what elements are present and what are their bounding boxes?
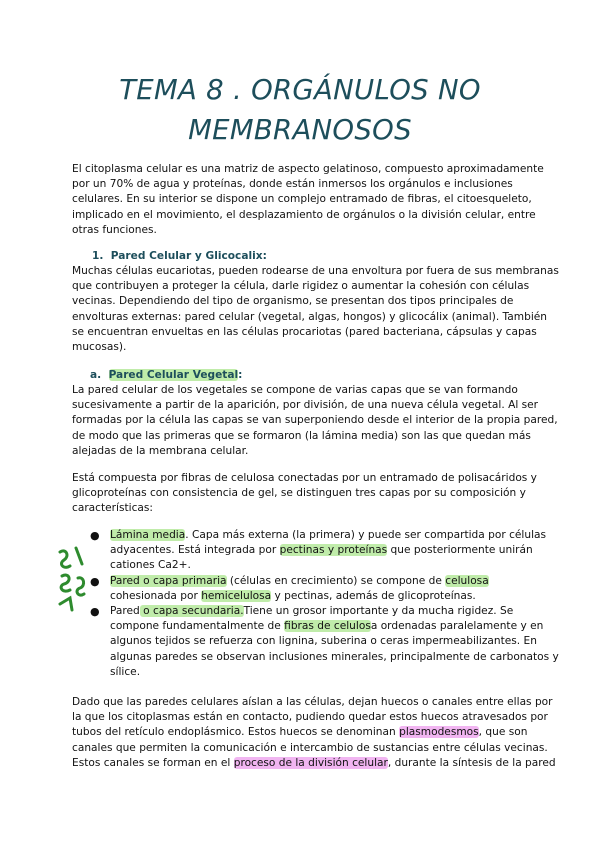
title-line-1: TEMA 8 . ORGÁNULOS NO xyxy=(119,74,481,106)
composition-line: Está compuesta por fibras de celulosa conectadas por un entramado de polisacáridos y xyxy=(72,472,537,484)
text-run: tubos del retículo endoplásmico. Estos huecos se denominan xyxy=(72,726,400,739)
subsection-a-title: Pared Celular Vegetal xyxy=(108,369,239,381)
subsection-a-letter: a. xyxy=(90,369,102,381)
section-1-line: se encuentran envueltas en las células procariotas (pared bacteriana, cápsulas y capas xyxy=(72,325,537,338)
subsection-a-line: La pared celular de los vegetales se compone de varias capas que se van formando xyxy=(72,384,518,396)
highlight: proceso de la división celular xyxy=(233,756,388,769)
final-line: canales que permiten la comunicación e intercambio de sustancias entre células vecinas. xyxy=(72,741,548,754)
text-run: compone fundamentalmente de xyxy=(110,620,285,633)
highlight: Lámina media xyxy=(110,529,186,541)
highlight: o capa secundaria. xyxy=(139,605,244,618)
text-run: Estos canales se forman en el xyxy=(72,756,234,769)
highlight: celulosa xyxy=(445,574,489,587)
intro-line: El citoplasma celular es una matriz de aspecto gelatinoso, compuesto aproximadamente xyxy=(72,163,544,175)
text-run: (células en crecimiento) se compone de xyxy=(226,574,446,587)
highlight: plasmodesmos xyxy=(399,726,479,739)
section-1-line: vecinas. Dependiendo del tipo de organismo, se presentan dos tipos principales de xyxy=(72,295,514,308)
final-line: la que los citoplasmas están en contacto, pudiendo quedar estos huecos atravesados por xyxy=(72,711,548,724)
list-item-line: cationes Ca2+. xyxy=(110,559,191,572)
intro-line: otras funciones. xyxy=(72,223,157,236)
text-run: a ordenadas paralelamente y en xyxy=(370,620,544,633)
intro-paragraph xyxy=(72,162,544,238)
subsection-a-paragraph xyxy=(72,383,558,459)
list-item-line: algunas paredes se observan inclusiones minerales, principalmente de carbonatos y xyxy=(110,650,559,663)
final-line xyxy=(72,725,529,740)
list-item xyxy=(72,604,559,680)
section-1-heading xyxy=(92,249,267,264)
section-1-line: envolturas externas: pared celular (vegetal, algas, hongos) y glicocálix (animal). También xyxy=(72,310,547,323)
composition-line: glicoproteínas con consistencia de gel, se distinguen tres capas por su composición y xyxy=(72,487,526,500)
text-run: cohesionada por xyxy=(110,589,202,602)
subsection-a-heading xyxy=(90,368,242,383)
wall-layers-list xyxy=(72,528,559,680)
bullet-icon: ● xyxy=(90,574,100,588)
highlight: Pared o capa primaria xyxy=(110,574,227,587)
intro-line: por un 70% de agua y proteínas, donde están inmersos los orgánulos e inclusiones xyxy=(72,178,513,191)
text-run: . Capa más externa (la primera) y puede ser compartida por células xyxy=(185,529,547,541)
highlight: pectinas y proteínas xyxy=(279,544,388,557)
list-item-line xyxy=(110,604,529,619)
list-item xyxy=(72,574,529,604)
list-item-line xyxy=(110,543,533,558)
list-item xyxy=(72,528,547,574)
intro-line: implicado en el movimiento, el desplazamiento de orgánulos o la división celular, entre xyxy=(72,208,536,221)
text-run: adyacentes. Está integrada por xyxy=(110,544,280,557)
final-line xyxy=(72,756,556,771)
section-1-line: Muchas células eucariotas, pueden rodearse de una envoltura por fuera de sus membranas xyxy=(72,265,559,277)
list-item-line xyxy=(110,619,544,634)
subsection-a-line: formadas por la célula las capas se van superponiendo desde el interior de la propia pared, xyxy=(72,414,558,427)
text-run: Tiene un grosor importante y da mucha rigidez. Se xyxy=(243,605,514,618)
list-item-line xyxy=(110,589,529,604)
intro-line: celulares. En su interior se dispone un complejo entramado de fibras, el citoesqueleto, xyxy=(72,193,532,206)
title-line-2: MEMBRANOSOS xyxy=(188,114,412,146)
highlight: hemicelulosa xyxy=(201,589,272,602)
page-title xyxy=(60,70,540,150)
highlight: fibras de celulos xyxy=(284,620,371,633)
list-item-line xyxy=(110,574,529,589)
composition-line: características: xyxy=(72,502,153,515)
section-1-line: que contribuyen a proteger la célula, darle rigidez o aumentar la cohesión con células xyxy=(72,280,530,293)
subsection-a-line: de modo que las primeras que se formaron (la lámina media) son las que quedan más xyxy=(72,429,531,442)
text-run: y pectinas, además de glicoproteínas. xyxy=(271,589,476,602)
list-item-line: sílice. xyxy=(110,665,141,678)
section-1-number: 1. xyxy=(92,250,104,262)
subsection-a-line: alejadas de la membrana celular. xyxy=(72,444,249,457)
list-item-line: algunos tejidos se refuerza con lignina, suberina o ceras impermeabilizantes. En xyxy=(110,635,537,648)
final-line: Dado que las paredes celulares aíslan a las células, dejan huecos o canales entre ellas por xyxy=(72,696,553,708)
bullet-icon: ● xyxy=(90,605,100,619)
subsection-a-colon: : xyxy=(238,369,243,381)
bullet-icon: ● xyxy=(90,529,100,542)
composition-paragraph xyxy=(72,471,537,517)
text-run: , que son xyxy=(478,726,528,739)
final-paragraph xyxy=(72,695,556,771)
section-1-line: mucosas). xyxy=(72,341,127,354)
subsection-a-line: sucesivamente a partir de la aparición, por división, de una nueva célula vegetal. Al ser xyxy=(72,399,539,412)
list-item-line xyxy=(110,528,547,543)
text-run: , durante la síntesis de la pared xyxy=(387,756,556,769)
section-1-title: Pared Celular y Glicocalix: xyxy=(110,250,267,262)
section-1-paragraph xyxy=(72,264,559,355)
text-run: Pared xyxy=(110,605,140,618)
text-run: que posteriormente unirán xyxy=(387,544,533,557)
